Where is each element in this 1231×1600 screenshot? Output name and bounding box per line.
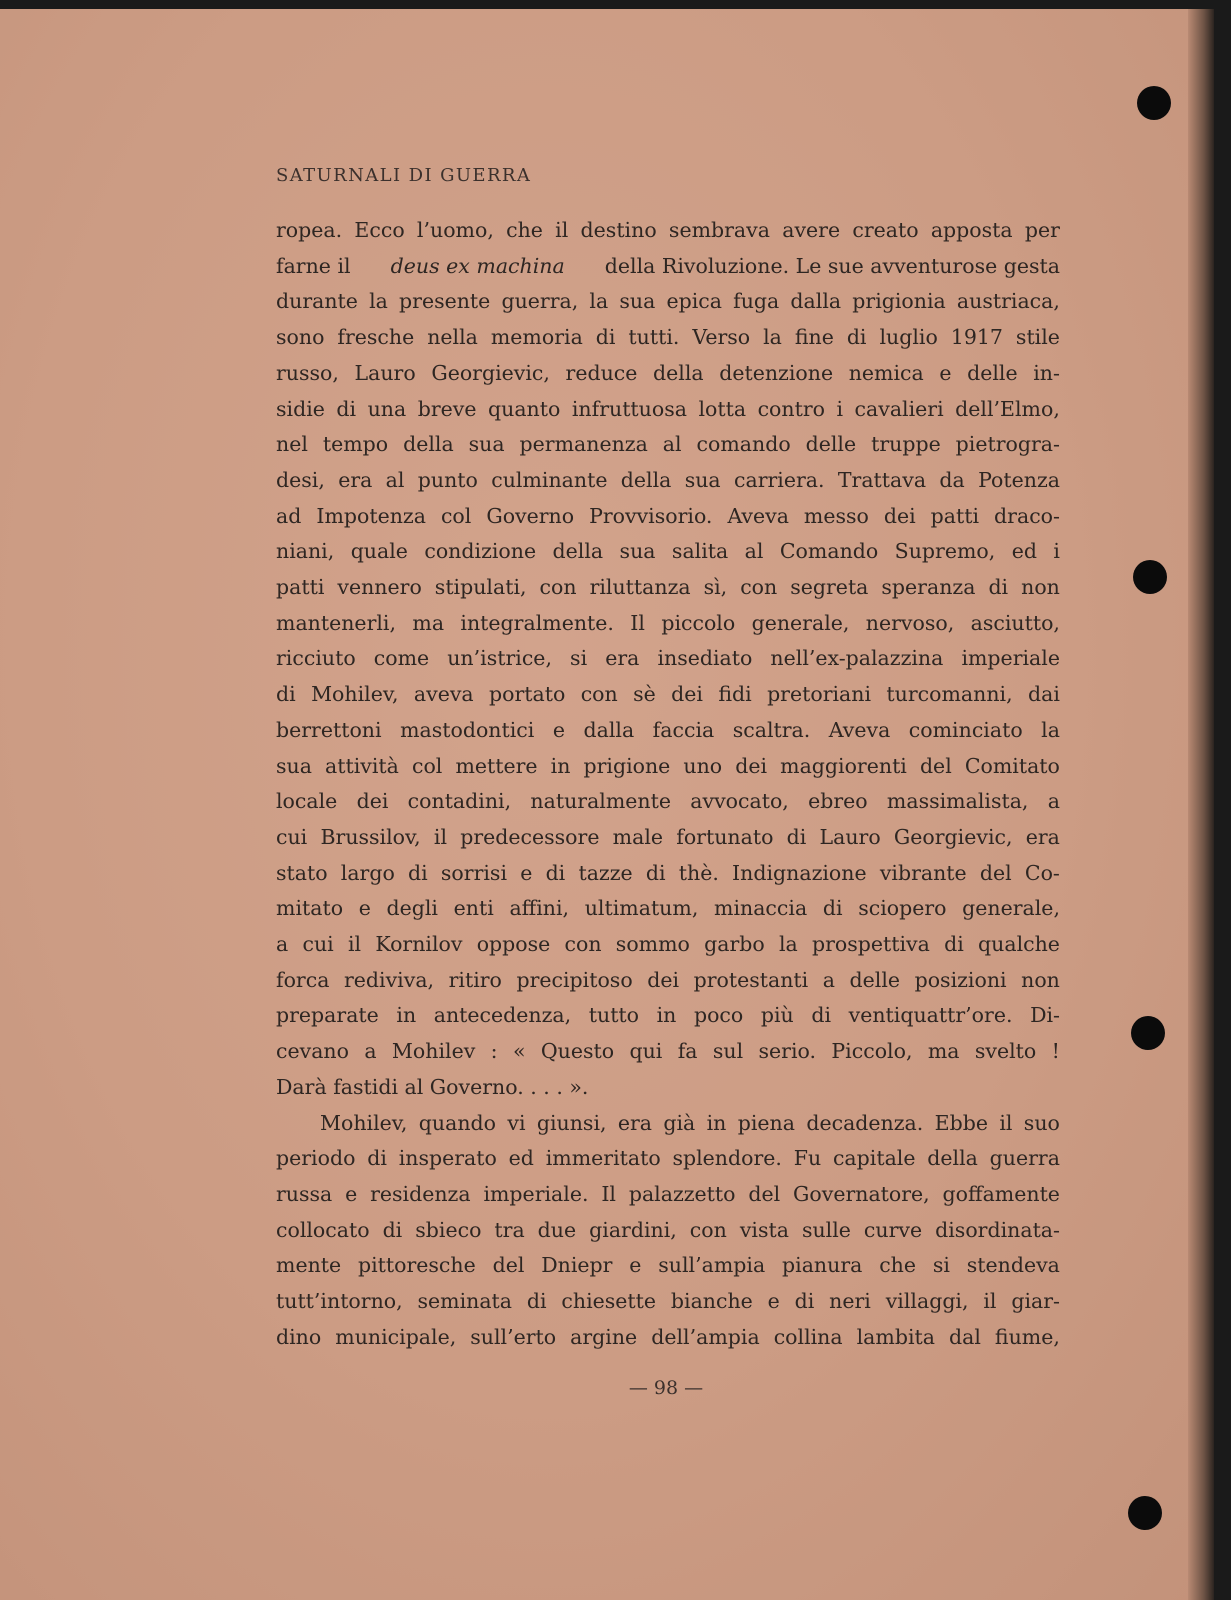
text-line: Mohilev, quando vi giunsi, era già in piena decadenza. Ebbe il suo [320, 1110, 1060, 1135]
text-line: mantenerli, ma integralmente. Il piccolo generale, nervoso, asciutto, [276, 610, 1060, 635]
text-fragment: della Rivoluzione. Le sue avventurose gesta [598, 253, 1060, 278]
text-line: nel tempo della sua permanenza al comando delle truppe pietrogra- [276, 432, 1060, 457]
text-line: niani, quale condizione della sua salita al Comando Supremo, ed i [276, 539, 1060, 564]
text-line: mitato e degli enti affini, ultimatum, minaccia di sciopero generale, [276, 896, 1060, 921]
text-line: ricciuto come un’istrice, si era insediato nell’ex-palazzina imperiale [276, 646, 1060, 671]
text-line: sua attività col mettere in prigione uno dei maggiorenti del Comitato [276, 753, 1060, 778]
text-line: dino municipale, sull’erto argine dell’ampia collina lambita dal fiume, [276, 1324, 1060, 1349]
text-fragment: farne il [276, 253, 358, 278]
text-line: sono fresche nella memoria di tutti. Verso la fine di luglio 1917 stile [276, 325, 1060, 350]
text-line: sidie di una breve quanto infruttuosa lotta contro i cavalieri dell’Elmo, [276, 396, 1060, 421]
text-line: forca rediviva, ritiro precipitoso dei protestanti a delle posizioni non [276, 967, 1060, 992]
text-line: cui Brussilov, il predecessore male fortunato di Lauro Georgievic, era [276, 824, 1060, 849]
binder-hole [1137, 86, 1171, 120]
text-line: russo, Lauro Georgievic, reduce della detenzione nemica e delle in- [276, 360, 1060, 385]
text-line: stato largo di sorrisi e di tazze di thè. Indignazione vibrante del Co- [276, 860, 1060, 885]
italic-phrase: deus ex machina [390, 253, 565, 278]
page-footer [0, 1377, 1214, 1399]
book-page [0, 9, 1214, 1600]
text-line: di Mohilev, aveva portato con sè dei fidi pretoriani turcomanni, dai [276, 682, 1060, 707]
text-line: ropea. Ecco l’uomo, che il destino sembrava avere creato apposta per [276, 218, 1060, 242]
text-line: berrettoni mastodontici e dalla faccia scaltra. Aveva cominciato la [276, 717, 1060, 742]
page-number: — 98 — [628, 1377, 704, 1399]
text-line: mente pittoresche del Dniepr e sull’ampia pianura che si stendeva [276, 1253, 1060, 1278]
text-line: cevano a Mohilev : « Questo qui fa sul serio. Piccolo, ma svelto ! [276, 1039, 1060, 1064]
running-header: SATURNALI DI GUERRA [276, 165, 532, 186]
binder-hole [1128, 1496, 1162, 1530]
text-line: periodo di insperato ed immeritato splendore. Fu capitale della guerra [276, 1146, 1060, 1171]
text-line [276, 249, 1060, 285]
text-line: patti vennero stipulati, con riluttanza sì, con segreta speranza di non [276, 575, 1060, 600]
text-line: locale dei contadini, naturalmente avvocato, ebreo massimalista, a [276, 789, 1060, 814]
text-line: ad Impotenza col Governo Provvisorio. Aveva messo dei patti draco- [276, 503, 1060, 528]
text-line: preparate in antecedenza, tutto in poco più di ventiquattr’ore. Di- [276, 1003, 1060, 1028]
body-text [276, 213, 1060, 1356]
text-line: russa e residenza imperiale. Il palazzetto del Governatore, goffamente [276, 1181, 1060, 1206]
text-line: tutt’intorno, seminata di chiesette bianche e di neri villaggi, il giar- [276, 1289, 1060, 1314]
text-line: collocato di sbieco tra due giardini, con vista sulle curve disordinata- [276, 1217, 1060, 1242]
binder-hole [1133, 560, 1167, 594]
text-line: durante la presente guerra, la sua epica fuga dalla prigionia austriaca, [276, 289, 1060, 314]
text-line: Darà fastidi al Governo. . . . ». [276, 1074, 589, 1099]
binding-edge [1188, 9, 1214, 1600]
text-line: desi, era al punto culminante della sua carriera. Trattava da Potenza [276, 467, 1060, 492]
text-line: a cui il Kornilov oppose con sommo garbo la prospettiva di qualche [276, 932, 1060, 957]
binder-hole [1131, 1016, 1165, 1050]
